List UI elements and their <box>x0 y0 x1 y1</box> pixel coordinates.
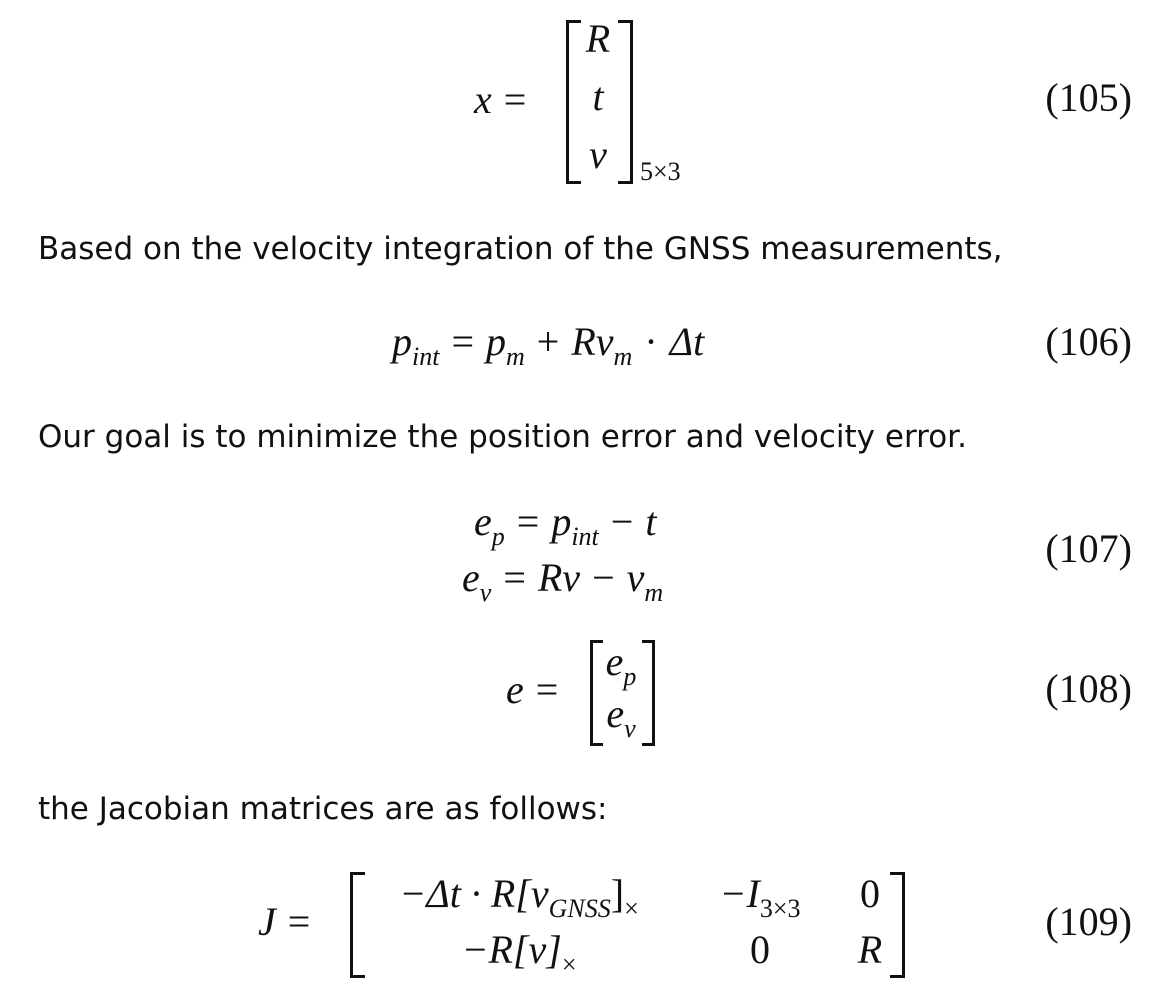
eq107-l2-lhs-sub-text: v <box>479 578 492 607</box>
eq105-number: (105) <box>1045 75 1132 120</box>
eq109-r1c1-times: × <box>624 894 639 923</box>
eq109-number: (109) <box>1045 899 1132 944</box>
eq109-r1c1 <box>364 870 674 923</box>
eq106-expression <box>392 318 704 371</box>
eq107-l2-equals: = <box>503 555 526 600</box>
paragraph-goal: Our goal is to minimize the position error and velocity error. <box>38 419 967 455</box>
eq108-lhs <box>506 666 570 714</box>
eq108-row-1 <box>600 638 642 691</box>
eq108-row-2 <box>600 690 642 743</box>
eq108-lhs-symbol: e <box>506 667 524 712</box>
eq107-l1-equals: = <box>516 499 540 544</box>
paragraph-gnss-intro: Based on the velocity integration of the GNSS measurements, <box>38 231 1003 267</box>
eq108-row-2-base: e <box>606 691 625 736</box>
eq106-term1-sub-text: m <box>506 342 525 371</box>
eq109-lhs-symbol: J <box>258 899 276 944</box>
eq109-r1c2-base: −I <box>719 871 760 916</box>
eq106-term2-sub <box>614 342 633 371</box>
eq107-l2-lhs-base: e <box>462 555 480 600</box>
eq107-l2-minus: − <box>592 555 615 600</box>
eq109-r1c2-sub: 3×3 <box>759 894 801 923</box>
eq108-row-2-sub <box>624 714 636 743</box>
eq109-r1c2 <box>700 870 820 923</box>
eq106-dot: · <box>644 319 658 364</box>
eq107-line-2 <box>462 554 663 607</box>
eq108-row-1-base: e <box>605 639 624 684</box>
eq105-row-3-text: v <box>589 132 607 177</box>
eq109-r2c3-text: R <box>857 927 883 972</box>
eq107-l1-lhs-sub <box>492 522 505 551</box>
eq107-l2-b-sub <box>644 578 663 607</box>
eq107-l2-b-base: v <box>626 555 645 600</box>
eq107-l1-lhs-base: e <box>474 499 492 544</box>
eq109-r2c3 <box>850 926 890 974</box>
eq107-l1-minus: − <box>610 499 634 544</box>
eq106-term1-base: p <box>486 319 507 364</box>
eq109-lhs <box>258 898 322 946</box>
eq105-lhs <box>474 76 538 124</box>
eq106-lhs-base: p <box>392 319 412 364</box>
eq108-row-2-sub-text: v <box>624 714 636 743</box>
eq109-r2c1-pre: −R[v] <box>461 927 562 972</box>
eq105-row-2 <box>578 73 618 121</box>
eq107-l1-a-base: p <box>551 499 572 544</box>
eq109-equals: = <box>287 899 311 944</box>
eq109-left-bracket <box>350 872 365 978</box>
paragraph-jacobian-intro: the Jacobian matrices are as follows: <box>38 791 608 827</box>
eq107-l1-lhs-sub-text: p <box>491 522 505 551</box>
eq106-number: (106) <box>1045 319 1132 364</box>
eq106-equals: = <box>451 319 475 364</box>
eq105-equals: = <box>503 77 527 122</box>
eq107-l2-lhs-sub <box>480 578 492 607</box>
eq106-term2-sub-text: m <box>613 342 633 371</box>
eq109-r2c1-times: × <box>561 950 577 979</box>
eq106-term1-sub <box>506 342 525 371</box>
eq105-right-bracket <box>618 20 633 184</box>
eq105-row-1-text: R <box>585 16 611 61</box>
eq106-term2-a: Rv <box>571 319 614 364</box>
eq107-l1-a-sub <box>571 522 598 551</box>
eq106-plus: + <box>536 319 560 364</box>
eq106-lhs-sub <box>412 342 439 371</box>
eq106-term2-b: Δt <box>669 319 705 364</box>
eq109-r1c1-sub <box>549 894 611 923</box>
eq107-l2-a: Rv <box>537 555 581 600</box>
eq105-row-2-text: t <box>592 74 604 119</box>
eq105-row-3 <box>578 131 618 179</box>
eq108-number: (108) <box>1045 666 1132 711</box>
eq106-lhs-sub-text: int <box>412 342 440 371</box>
eq105-dimension: 5×3 <box>640 157 681 186</box>
eq109-r2c1 <box>364 926 674 979</box>
eq107-l2-b-sub-text: m <box>644 578 664 607</box>
eq107-number: (107) <box>1045 526 1132 571</box>
eq108-equals: = <box>535 667 559 712</box>
eq109-r1c3: 0 <box>860 871 880 916</box>
eq107-l1-b: t <box>645 499 657 544</box>
eq109-r2c2: 0 <box>750 927 770 972</box>
eq109-right-bracket <box>890 872 905 978</box>
eq108-row-1-sub-text: p <box>623 662 637 691</box>
eq107-l1-a-sub-text: int <box>571 522 599 551</box>
eq109-r1c1-post: ] <box>610 871 625 916</box>
eq108-row-1-sub <box>623 662 636 691</box>
eq107-line-1 <box>474 498 656 551</box>
eq109-r1c1-sub-text: GNSS <box>548 894 611 923</box>
eq109-r1c1-pre: −Δt · R[v <box>399 871 549 916</box>
eq108-right-bracket <box>642 640 655 746</box>
eq105-lhs-symbol: x <box>474 77 492 122</box>
eq105-row-1 <box>578 15 618 63</box>
